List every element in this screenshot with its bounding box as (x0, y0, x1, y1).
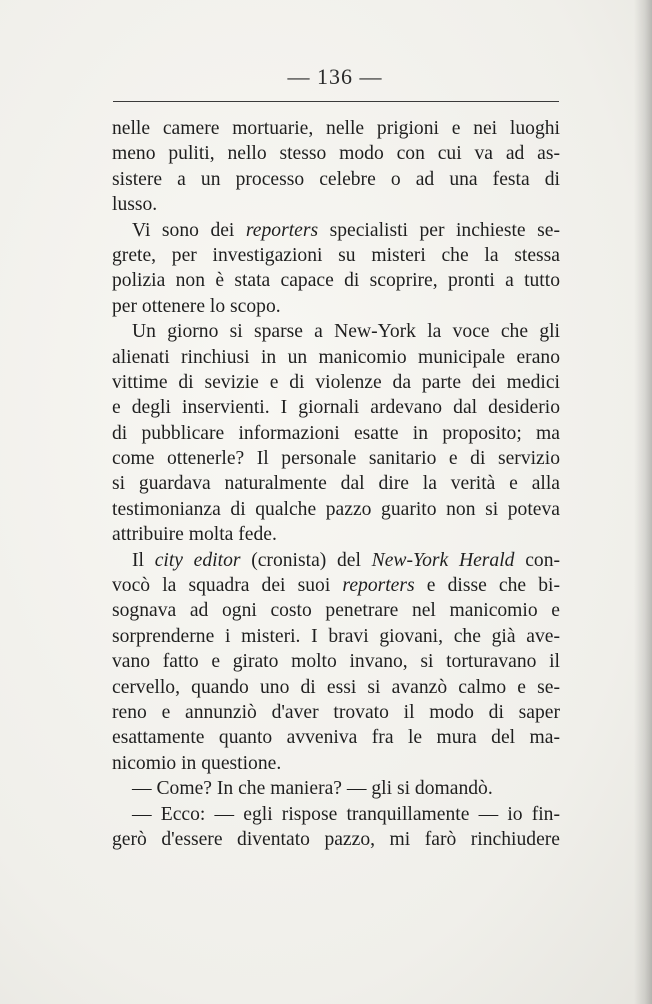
text-line: attribuire molta fede. (112, 524, 277, 546)
text-line: meno puliti, nello stesso modo con cui va ad as- (112, 143, 560, 165)
text-line: testimonianza di qualche pazzo guarito non si poteva (112, 498, 560, 520)
text-line: sognava ad ogni costo penetrare nel manicomio e (112, 600, 560, 622)
text-line: vocò la squadra dei suoi reporters e disse che bi- (112, 575, 560, 597)
text-line: — Come? In che maniera? — gli si domandò. (132, 778, 493, 800)
text-line: si guardava naturalmente dal dire la verità e alla (112, 473, 560, 495)
text-line: grete, per investigazioni su misteri che la stessa (112, 244, 560, 266)
text-line: come ottenerle? Il personale sanitario e di servizio (112, 448, 560, 470)
text-line: Un giorno si sparse a New-York la voce che gli (132, 321, 560, 343)
text-line: reno e annunziò d'aver trovato il modo di saper (112, 701, 560, 723)
text-line: sistere a un processo celebre o ad una festa di (112, 168, 560, 190)
text-line: vittime di sevizie e di violenze da parte dei medici (112, 371, 560, 393)
text-line: esattamente quanto avveniva fra le mura del ma- (112, 727, 560, 749)
text-line: alienati rinchiusi in un manicomio municipale erano (112, 346, 560, 368)
header-rule (113, 101, 559, 102)
body-text (112, 116, 560, 852)
page-gutter-shadow (634, 0, 652, 1004)
text-line: nelle camere mortuarie, nelle prigioni e nei luoghi (112, 118, 560, 139)
text-line: gerò d'essere diventato pazzo, mi farò rinchiudere (112, 828, 560, 850)
text-line: nicomio in questione. (112, 752, 282, 774)
page-number: — 136 — (287, 64, 383, 89)
text-line: Vi sono dei reporters specialisti per inchieste se- (132, 219, 560, 241)
text-line: cervello, quando uno di essi si avanzò calmo e se- (112, 676, 560, 698)
text-line: lusso. (112, 194, 158, 216)
text-line: — Ecco: — egli rispose tranquillamente — io fin- (132, 803, 560, 825)
text-line: Il city editor (cronista) del New-York Herald con- (132, 549, 560, 571)
text-line: e degli inservienti. I giornali ardevano dal desiderio (112, 397, 560, 419)
text-line: sorprenderne i misteri. I bravi giovani, che già ave- (112, 625, 560, 647)
text-line: polizia non è stata capace di scoprire, pronti a tutto (112, 270, 560, 292)
text-line: di pubblicare informazioni esatte in proposito; ma (112, 422, 560, 444)
text-line: per ottenere lo scopo. (112, 295, 281, 317)
text-line: vano fatto e girato molto invano, si torturavano il (112, 651, 560, 673)
